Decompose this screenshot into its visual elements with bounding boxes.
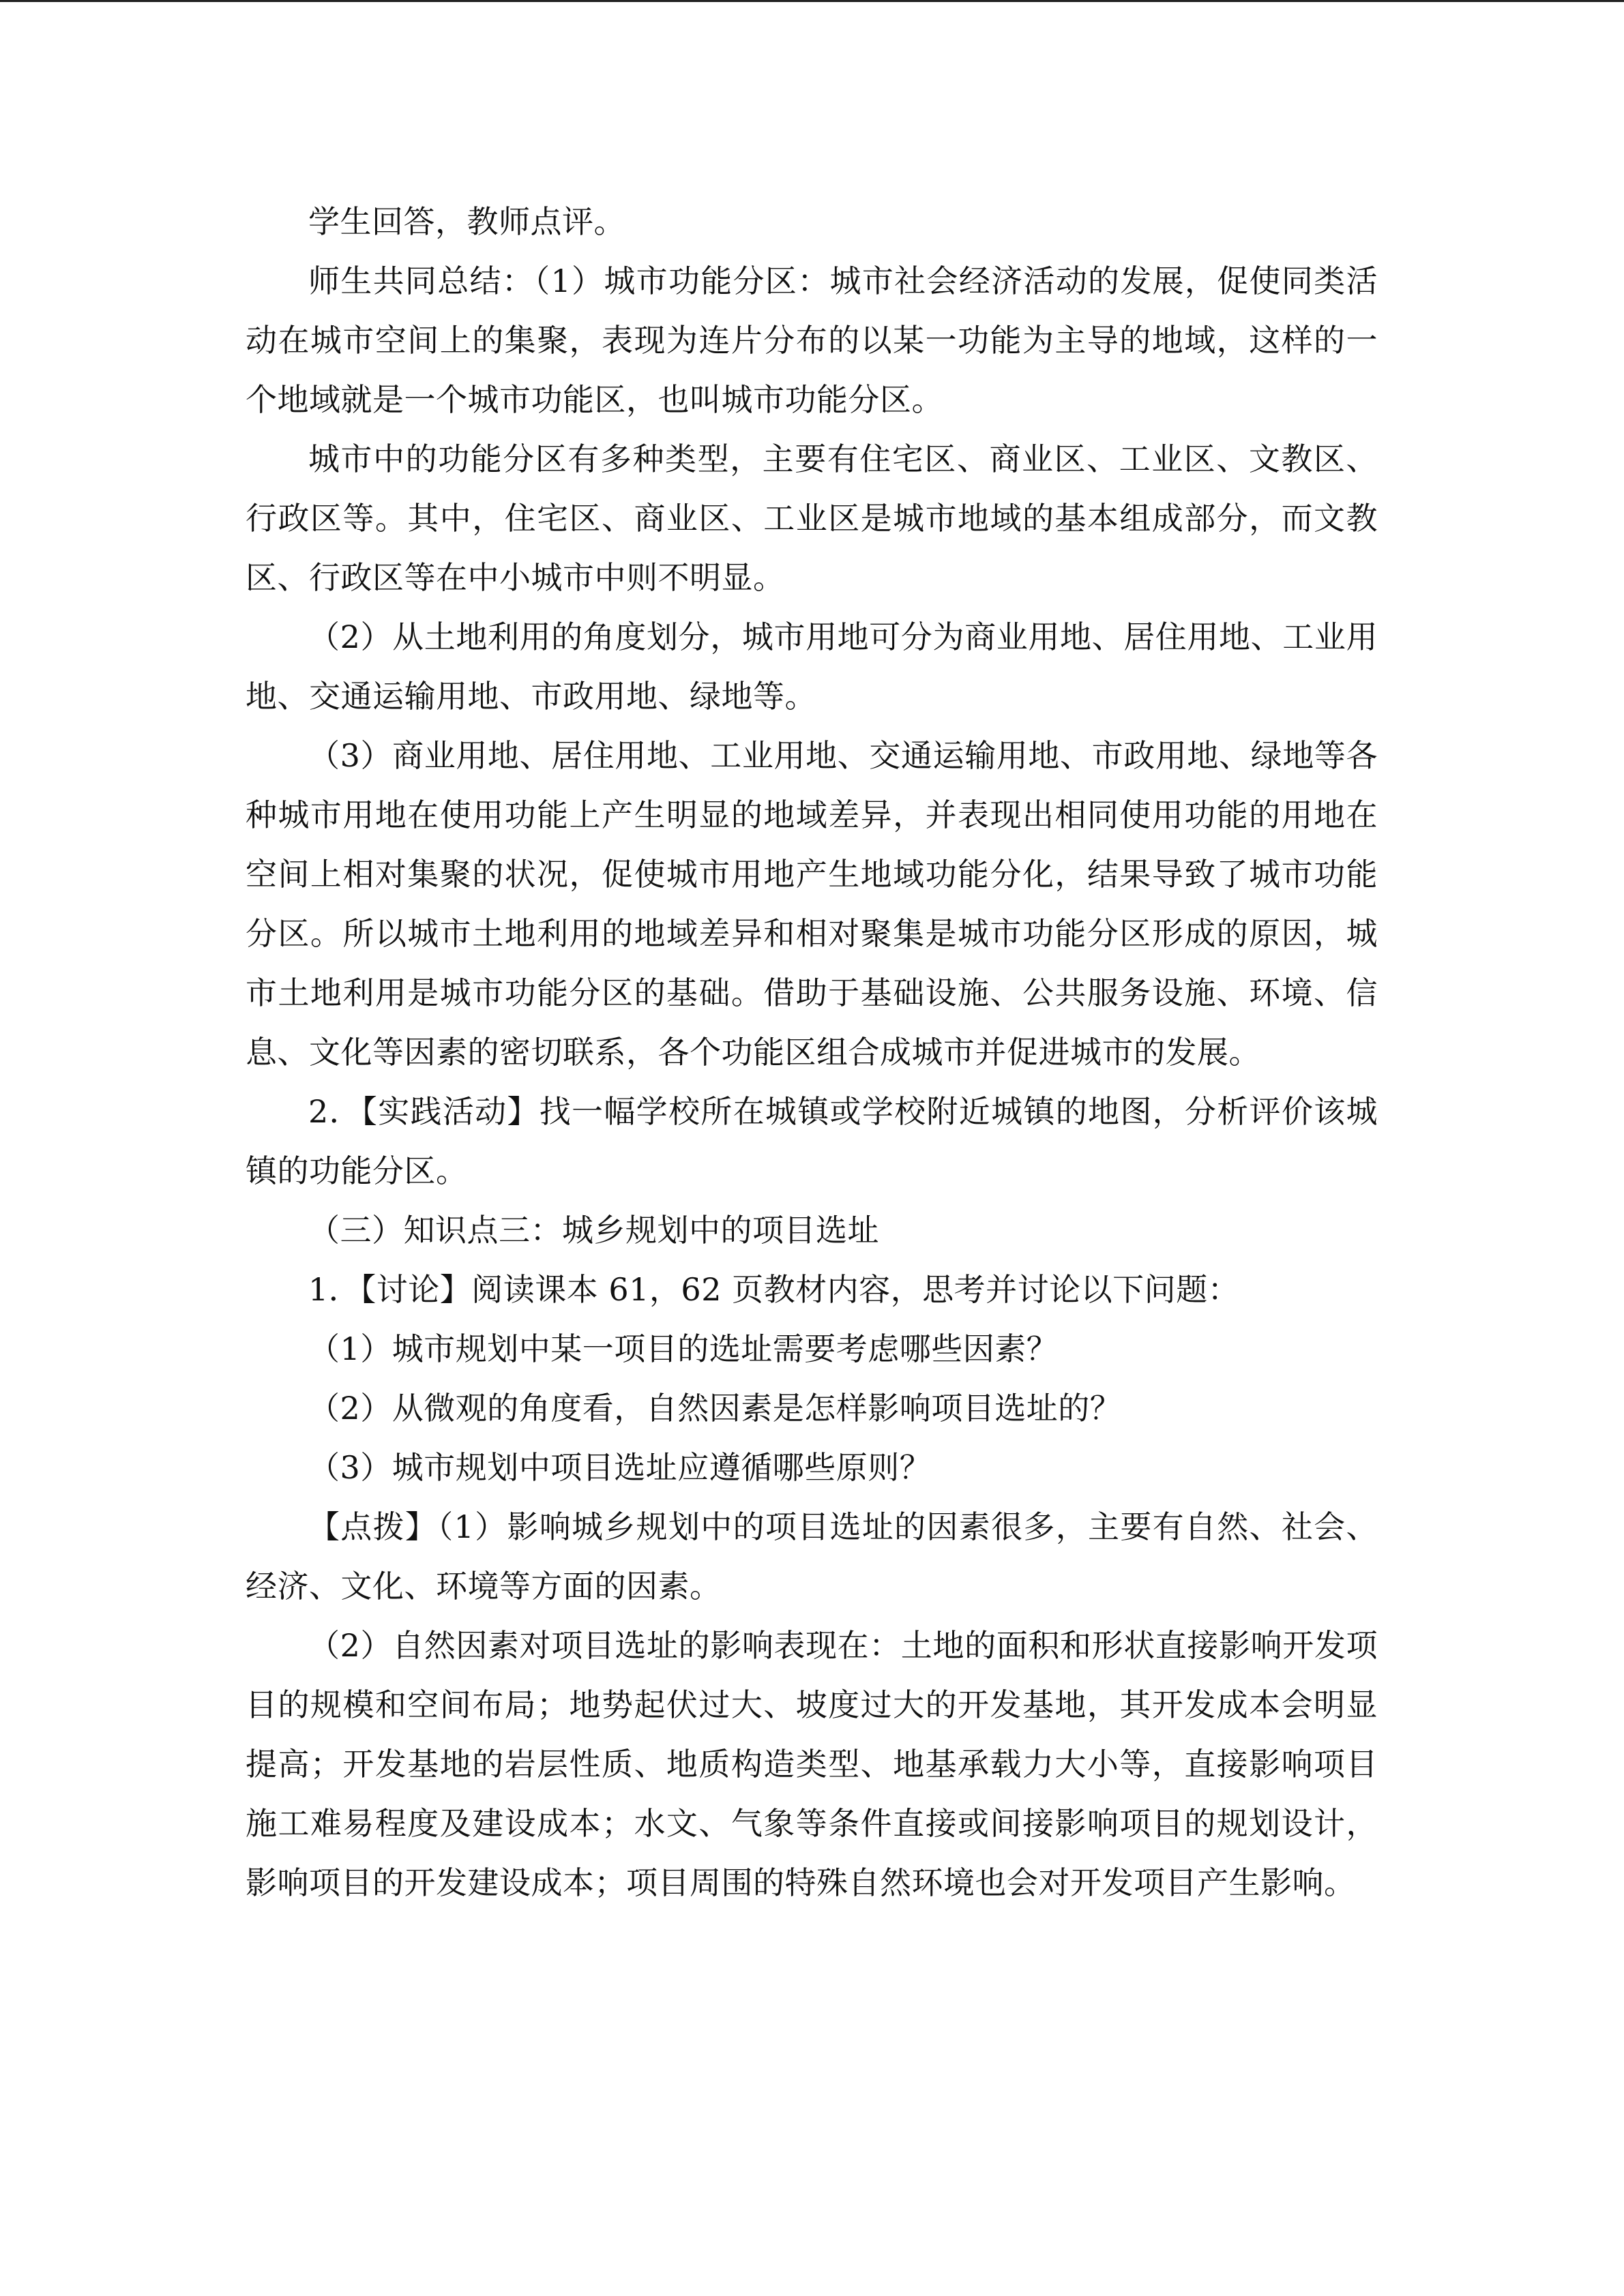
question-item: （1）城市规划中某一项目的选址需要考虑哪些因素？ (308, 1330, 1059, 1367)
paragraph: 2．【实践活动】找一幅学校所在城镇或学校附近城镇的地图，分析评价该城镇的功能分区。 (246, 1093, 1378, 1189)
paragraph: 【点拨】（1）影响城乡规划中的项目选址的因素很多，主要有自然、社会、经济、文化、环境等方面的因素。 (246, 1508, 1378, 1605)
top-border-line (0, 0, 1624, 2)
paragraph: （3）商业用地、居住用地、工业用地、交通运输用地、市政用地、绿地等各种城市用地在使用功能上产生明显的地域差异，并表现出相同使用功能的用地在空间上相对集聚的状况，促使城市用地产生地域功能分化，结果导致了城市功能分区。所以城市土地利用的地域差异和相对聚集是城市功能分区形成的原因，城市土地利用是城市功能分区的基础。借助于基础设施、公共服务设施、环境、信息、文化等因素的密切联系，各个功能区组合成城市并促进城市的发展。 (246, 737, 1378, 1071)
paragraph: 城市中的功能分区有多种类型，主要有住宅区、商业区、工业区、文教区、行政区等。其中，住宅区、商业区、工业区是城市地域的基本组成部分，而文教区、行政区等在中小城市中则不明显。 (246, 441, 1378, 596)
section-heading: （三）知识点三：城乡规划中的项目选址 (308, 1212, 879, 1249)
question-item: （3）城市规划中项目选址应遵循哪些原则？ (308, 1449, 932, 1486)
document-body (246, 192, 1378, 1913)
question-item: （2）从微观的角度看，自然因素是怎样影响项目选址的？ (308, 1390, 1122, 1427)
paragraph: 1．【讨论】阅读课本 61，62 页教材内容，思考并讨论以下问题： (308, 1271, 1240, 1308)
paragraph: 师生共同总结：（1）城市功能分区：城市社会经济活动的发展，促使同类活动在城市空间上的集聚，表现为连片分布的以某一功能为主导的地域，这样的一个地域就是一个城市功能区，也叫城市功能分区。 (246, 263, 1378, 418)
paragraph: （2）自然因素对项目选址的影响表现在：土地的面积和形状直接影响开发项目的规模和空间布局；地势起伏过大、坡度过大的开发基地，其开发成本会明显提高；开发基地的岩层性质、地质构造类型、地基承载力大小等，直接影响项目施工难易程度及建设成本；水文、气象等条件直接或间接影响项目的规划设计，影响项目的开发建设成本；项目周围的特殊自然环境也会对开发项目产生影响。 (246, 1627, 1378, 1901)
paragraph: 学生回答，教师点评。 (308, 203, 625, 240)
paragraph: （2）从土地利用的角度划分，城市用地可分为商业用地、居住用地、工业用地、交通运输用地、市政用地、绿地等。 (246, 618, 1378, 715)
